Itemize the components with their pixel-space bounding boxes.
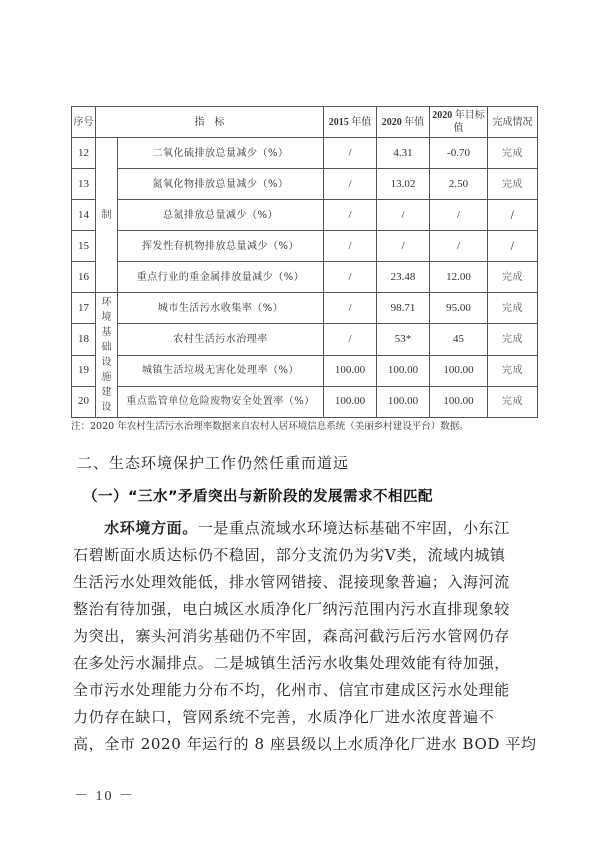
row-2020-target: / (430, 200, 488, 231)
table-header-row (72, 107, 538, 138)
row-indicator: 城市生活污水收集率（%） (118, 293, 324, 324)
row-status: 完成 (488, 293, 538, 324)
row-status: 完成 (488, 169, 538, 200)
row-2020-value: 53* (377, 324, 430, 355)
paragraph-line-text: 一是重点流域水环境达标基础不牢固，小东江 (197, 519, 510, 537)
row-2020-target: 2.50 (430, 169, 488, 200)
table-row (72, 293, 538, 324)
row-seq: 15 (72, 231, 96, 262)
row-2015-value: 100.00 (324, 355, 377, 386)
table-row (72, 231, 538, 262)
row-seq: 20 (72, 386, 96, 417)
paragraph-line: 生活污水处理效能低，排水管网错接、混接现象普遍；入海河流 (73, 573, 510, 591)
row-seq: 13 (72, 169, 96, 200)
paragraph-line: 为突出，寨头河消劣基础仍不牢固，森高河截污后污水管网仍存 (73, 627, 510, 645)
row-2015-value: / (324, 293, 377, 324)
row-indicator: 农村生活污水治理率 (118, 324, 324, 355)
paragraph-lead: 水环境方面。 (104, 519, 198, 537)
header-seq: 序号 (72, 107, 96, 138)
header-2020-target: 2020 年目标值 (430, 107, 488, 138)
row-status: / (488, 200, 538, 231)
row-2020-target: 100.00 (430, 355, 488, 386)
row-status: 完成 (488, 138, 538, 169)
row-status: 完成 (488, 262, 538, 293)
row-indicator: 二氧化硫排放总量减少（%） (118, 138, 324, 169)
page-number: － 10 － (74, 789, 135, 804)
row-2020-value: 4.31 (377, 138, 430, 169)
row-seq: 19 (72, 355, 96, 386)
row-2020-value: 100.00 (377, 386, 430, 417)
row-seq: 16 (72, 262, 96, 293)
row-status: 完成 (488, 386, 538, 417)
row-seq: 18 (72, 324, 96, 355)
body-paragraph (73, 515, 541, 758)
row-category-label: 环境基础设施建设 (101, 297, 112, 413)
row-category (96, 138, 118, 293)
row-status: 完成 (488, 324, 538, 355)
row-indicator: 氮氧化物排放总量减少（%） (118, 169, 324, 200)
row-2020-target: 100.00 (430, 386, 488, 417)
row-status: 完成 (488, 355, 538, 386)
row-2020-value: 13.02 (377, 169, 430, 200)
row-seq: 17 (72, 293, 96, 324)
row-indicator: 总氮排放总量减少（%） (118, 200, 324, 231)
row-2020-target: 45 (430, 324, 488, 355)
row-seq: 14 (72, 200, 96, 231)
table-row (72, 355, 538, 386)
row-indicator: 城镇生活垃圾无害化处理率（%） (118, 355, 324, 386)
header-2020-value: 2020 年值 (377, 107, 430, 138)
table-note: 注：2020 年农村生活污水治理率数据来自农村人居环境信息系统（美丽乡村建设平台）数据。 (71, 421, 469, 432)
row-indicator: 挥发性有机物排放总量减少（%） (118, 231, 324, 262)
row-2020-target: 12.00 (430, 262, 488, 293)
table-row (72, 386, 538, 417)
paragraph-line (73, 515, 541, 542)
row-indicator: 重点行业的重金属排放量减少（%） (118, 262, 324, 293)
paragraph-line: 在多处污水漏排点。二是城镇生活污水收集处理效能有待加强， (73, 654, 510, 672)
paragraph-line: 全市污水处理能力分布不均，化州市、信宜市建成区污水处理能 (73, 681, 510, 699)
row-2020-value: / (377, 231, 430, 262)
row-2015-value: / (324, 169, 377, 200)
row-2015-value: / (324, 231, 377, 262)
row-2020-value: / (377, 200, 430, 231)
paragraph-line: 力仍存在缺口，管网系统不完善，水质净化厂进水浓度普遍不 (73, 708, 495, 726)
paragraph-line: 石碧断面水质达标仍不稳固，部分支流仍为劣Ⅴ类，流域内城镇 (73, 546, 506, 564)
row-category (96, 293, 118, 418)
table-row (72, 324, 538, 355)
row-2020-target: -0.70 (430, 138, 488, 169)
row-2020-value: 98.71 (377, 293, 430, 324)
row-2020-value: 23.48 (377, 262, 430, 293)
header-status: 完成情况 (488, 107, 538, 138)
row-status: / (488, 231, 538, 262)
indicator-table (71, 106, 538, 418)
row-2015-value: / (324, 262, 377, 293)
row-seq: 12 (72, 138, 96, 169)
table-row (72, 169, 538, 200)
row-2020-target: 95.00 (430, 293, 488, 324)
subsection-heading: （一）“三水”矛盾突出与新阶段的发展需求不相匹配 (83, 489, 434, 505)
row-2015-value: / (324, 324, 377, 355)
section-heading: 二、生态环境保护工作仍然任重而道远 (77, 454, 350, 472)
row-category-label: 制 (101, 209, 112, 221)
row-2015-value: / (324, 138, 377, 169)
table-row (72, 262, 538, 293)
table-row (72, 200, 538, 231)
paragraph-line: 整治有待加强，电白城区水质净化厂纳污范围内污水直排现象较 (73, 600, 510, 618)
row-2015-value: / (324, 200, 377, 231)
row-indicator: 重点监管单位危险废物安全处置率（%） (118, 386, 324, 417)
row-2015-value: 100.00 (324, 386, 377, 417)
table-row (72, 138, 538, 169)
row-2020-value: 100.00 (377, 355, 430, 386)
paragraph-line: 高，全市 2020 年运行的 8 座县级以上水质净化厂进水 BOD 平均 (73, 735, 537, 753)
row-2020-target: / (430, 231, 488, 262)
header-indicator: 指 标 (96, 107, 324, 138)
header-2015-value: 2015 年值 (324, 107, 377, 138)
